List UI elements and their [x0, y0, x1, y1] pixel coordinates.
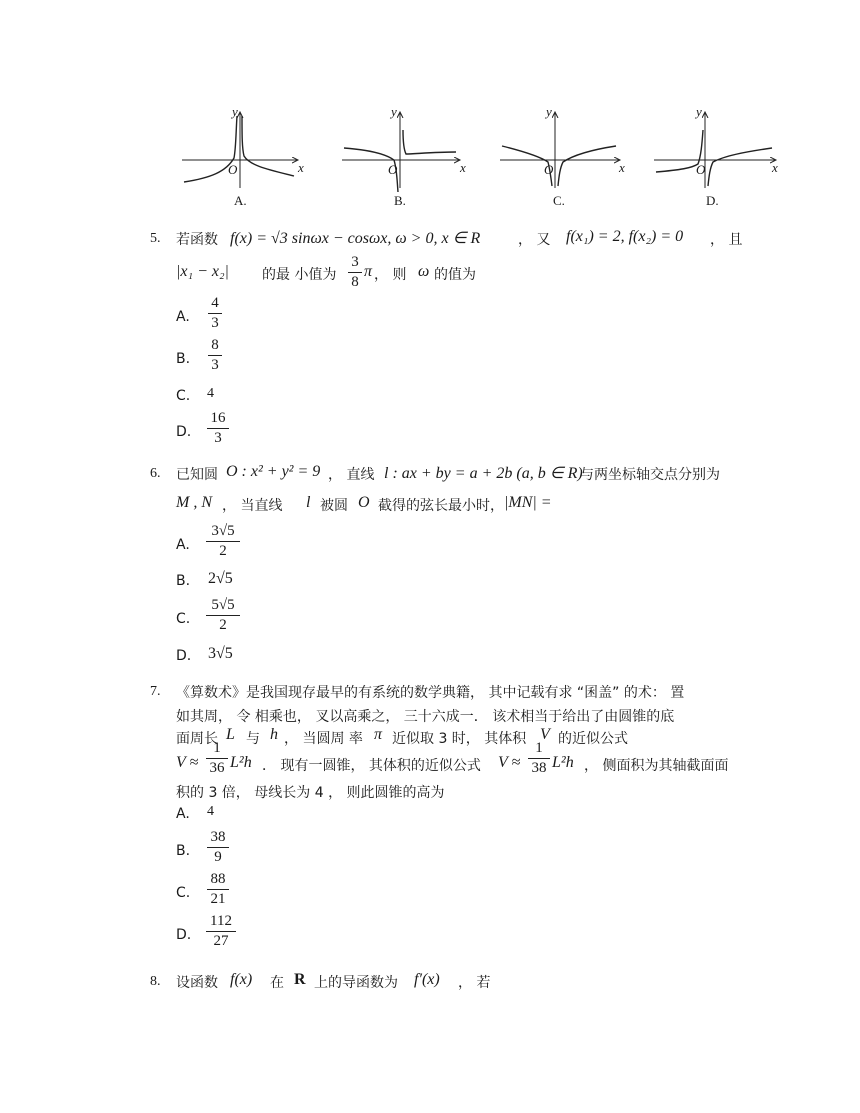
q6-option-b-label[interactable]: B.: [176, 573, 191, 589]
q7-option-d-label[interactable]: D.: [176, 927, 192, 943]
q7-option-a-label[interactable]: A.: [176, 806, 190, 822]
q6-line2-l: l: [306, 494, 311, 511]
q7-line3-pi: π: [374, 726, 383, 743]
graph-d-x-label: x: [772, 160, 778, 175]
q8-R: R: [294, 971, 306, 988]
q7-line2: 如其周， 令 相乘也， 叉以高乘之， 三十六成一． 该术相当于给出了由圆锥的底: [176, 709, 675, 725]
q7-line3-V: V: [540, 726, 550, 743]
q6-option-c-den: 2: [219, 617, 227, 633]
q5-min-pi: π: [364, 263, 373, 280]
q6-mn: M , N: [176, 494, 212, 511]
q5-mid: ， 又: [518, 232, 551, 248]
q5-abs-diff: |x₁ − x₂|: [176, 263, 229, 280]
q7-line3-a: 面周长: [176, 731, 218, 747]
graph-d-caption: D.: [706, 193, 719, 208]
q6-line2-b: 被圆: [320, 498, 348, 514]
q5-line2-tail: ， 则: [374, 267, 407, 283]
graph-d: [654, 112, 776, 188]
graph-c-x-label: x: [619, 160, 625, 175]
graph-a-origin: O: [228, 162, 238, 177]
q5-option-d-label[interactable]: D.: [176, 424, 192, 440]
q7-line3-h: h: [270, 726, 278, 743]
q5-option-a-num: 4: [211, 295, 219, 311]
q7-f2-text: ， 侧面积为其轴截面面: [584, 758, 729, 774]
q7-line3-b: 与: [246, 731, 260, 747]
q7-option-a[interactable]: 4: [207, 804, 214, 819]
q6-mn-abs: |MN| =: [504, 494, 552, 511]
graph-d-y-label: y: [696, 104, 702, 119]
q7-f1-right: L²h: [230, 754, 252, 771]
graph-a: [182, 112, 298, 188]
q7-f1-num: 1: [213, 740, 221, 756]
q6-line2-c: 截得的弦长最小时，: [378, 498, 504, 514]
q5-option-a[interactable]: [208, 295, 222, 332]
graph-b-origin: O: [388, 162, 398, 177]
graph-b: [342, 112, 460, 192]
graph-c-caption: C.: [553, 193, 565, 208]
q7-f1-text: ． 现有一圆锥， 其体积的近似公式: [262, 758, 481, 774]
q6-number: 6.: [150, 466, 161, 481]
q8-func: f(x): [230, 971, 253, 988]
q7-f2-right: L²h: [552, 754, 574, 771]
q5-min-fraction: [348, 254, 362, 291]
q5-omega: ω: [418, 263, 430, 280]
q7-line3-d: 近似取 3 时， 其体积: [392, 731, 527, 747]
q7-line1: 《算数术》是我国现存最早的有系统的数学典籍， 其中记载有求 “囷盖” 的术： 置: [176, 685, 685, 701]
q8-number: 8.: [150, 974, 161, 989]
q7-option-d-num: 112: [210, 913, 232, 929]
q7-option-c[interactable]: [207, 871, 229, 908]
q6-tail: 与两坐标轴交点分别为: [580, 467, 720, 483]
graph-b-x-label: x: [460, 160, 466, 175]
q6-line2-a: ， 当直线: [222, 498, 283, 514]
graph-a-y-label: y: [232, 104, 238, 119]
q5-lead: 若函数: [176, 232, 218, 248]
q6-option-d-label[interactable]: D.: [176, 648, 192, 664]
q5-option-b[interactable]: [208, 337, 222, 374]
q6-line2-o: O: [358, 494, 370, 511]
q8-lead: 设函数: [176, 975, 218, 991]
q5-function: f(x) = √3 sinωx − cosωx, ω > 0, x ∈ R: [230, 230, 481, 247]
q7-f2-den: 38: [531, 760, 547, 776]
q7-option-d-den: 27: [213, 933, 229, 949]
q6-circle: O : x² + y² = 9: [226, 463, 321, 480]
q7-f1-den: 36: [209, 760, 225, 776]
q6-option-c[interactable]: [206, 597, 240, 634]
q6-option-d[interactable]: 3√5: [208, 645, 233, 662]
q7-option-b-den: 9: [214, 849, 222, 865]
q7-option-d[interactable]: [206, 913, 236, 950]
q5-option-d-num: 16: [210, 410, 226, 426]
q5-min-num: 3: [351, 254, 359, 270]
q7-f2-fraction: [528, 740, 550, 777]
q6-lead: 已知圆: [176, 467, 218, 483]
graph-a-caption: A.: [234, 193, 247, 208]
q8-deriv: f′(x): [414, 971, 440, 988]
q5-line2-end: 的值为: [434, 267, 476, 283]
q7-f1-fraction: [206, 740, 228, 777]
q5-option-d-den: 3: [214, 430, 222, 446]
graph-a-x-label: x: [298, 160, 304, 175]
q6-option-c-label[interactable]: C.: [176, 611, 191, 627]
q5-option-c[interactable]: 4: [207, 386, 214, 401]
q8-tail: 上的导函数为: [314, 975, 398, 991]
q5-option-a-den: 3: [211, 315, 219, 331]
q6-line: l : ax + by = a + 2b (a, b ∈ R): [384, 465, 583, 482]
q6-option-a-den: 2: [219, 543, 227, 559]
q5-option-a-label[interactable]: A.: [176, 309, 190, 325]
q5-condition: f(x₁) = 2, f(x₂) = 0: [566, 228, 684, 245]
q7-f1-left: V ≈: [176, 754, 199, 771]
q6-option-c-num: 5√5: [211, 597, 235, 613]
q5-number: 5.: [150, 231, 161, 246]
q7-option-b-num: 38: [210, 829, 226, 845]
q7-line3-L: L: [226, 726, 235, 743]
q7-line3-c: ， 当圆周 率: [284, 731, 363, 747]
q7-f2-left: V ≈: [498, 754, 521, 771]
q5-option-c-label[interactable]: C.: [176, 388, 191, 404]
q5-min-den: 8: [351, 274, 359, 290]
graph-c-y-label: y: [546, 104, 552, 119]
graph-b-y-label: y: [391, 104, 397, 119]
q8-end: ， 若: [458, 975, 491, 991]
q6-option-a-label[interactable]: A.: [176, 537, 190, 553]
q6-option-a-num: 3√5: [211, 523, 235, 539]
q5-option-b-den: 3: [211, 357, 219, 373]
q7-option-c-den: 21: [210, 891, 226, 907]
q5-tail: ， 且: [710, 232, 743, 248]
q6-option-b[interactable]: 2√5: [208, 570, 233, 587]
q7-option-c-num: 88: [210, 871, 226, 887]
q8-mid: 在: [270, 975, 284, 991]
q5-option-d[interactable]: [207, 410, 229, 447]
q7-line3-e: 的近似公式: [558, 731, 628, 747]
q7-option-c-label[interactable]: C.: [176, 885, 191, 901]
q6-mid: ， 直线: [328, 467, 375, 483]
q5-option-b-num: 8: [211, 337, 219, 353]
graph-c-origin: O: [544, 162, 554, 177]
graph-c: [500, 112, 620, 188]
q7-option-b[interactable]: [207, 829, 229, 866]
q5-min-text: 的最 小值为: [262, 267, 337, 283]
q7-line5: 积的 3 倍， 母线长为 4 ， 则此圆锥的高为: [176, 785, 445, 801]
q6-option-a[interactable]: [206, 523, 240, 560]
graph-d-origin: O: [696, 162, 706, 177]
q7-option-b-label[interactable]: B.: [176, 843, 191, 859]
graph-b-caption: B.: [394, 193, 406, 208]
q5-option-b-label[interactable]: B.: [176, 351, 191, 367]
q7-f2-num: 1: [535, 740, 543, 756]
q7-number: 7.: [150, 684, 161, 699]
